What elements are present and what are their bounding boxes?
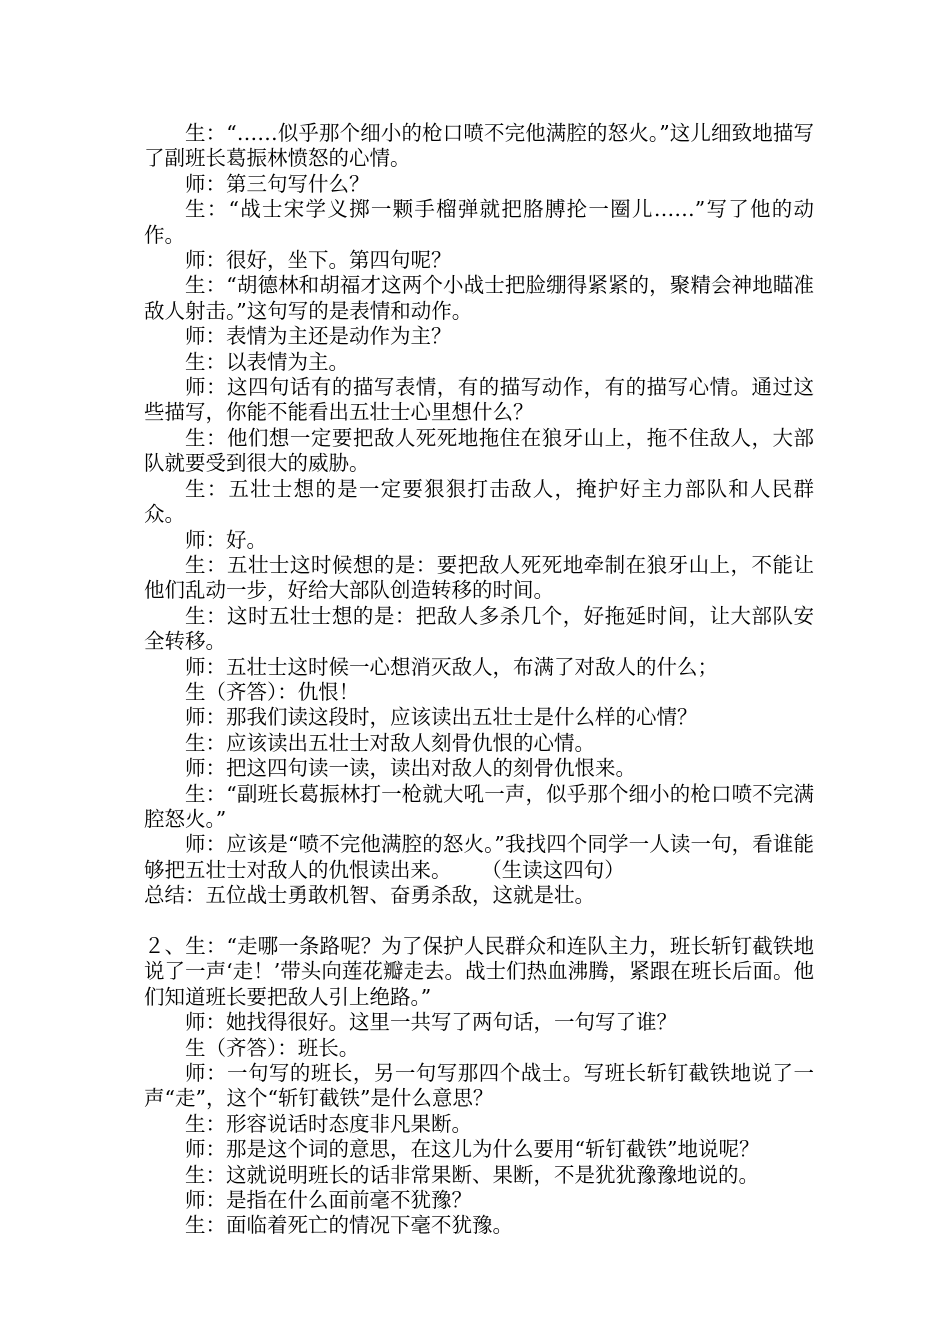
paragraph: 师：她找得很好。这里一共写了两句话，一句写了谁？ xyxy=(185,1010,677,1035)
reading-note: （生读这四句） xyxy=(491,857,625,882)
summary: 总结：五位战士勇敢机智、奋勇杀敌，这就是壮。 xyxy=(144,883,595,908)
paragraph: 师：这四句话有的描写表情，有的描写动作，有的描写心情。通过这些描写，你能不能看出五壮士心里想什么？ xyxy=(144,375,814,425)
paragraph-with-note xyxy=(144,832,814,883)
paragraph: 生：应该读出五壮士对敌人刻骨仇恨的心情。 xyxy=(185,730,595,755)
paragraph: 生：这就说明班长的话非常果断、果断，不是犹犹豫豫地说的。 xyxy=(185,1162,759,1187)
paragraph: 师：很好，坐下。第四句呢？ xyxy=(185,248,452,273)
paragraph: 生：“胡德林和胡福才这两个小战士把脸绷得紧紧的，聚精会神地瞄准敌人射击。”这句写的是表情和动作。 xyxy=(144,273,814,323)
paragraph: 生：这时五壮士想的是：把敌人多杀几个，好拖延时间，让大部队安全转移。 xyxy=(144,603,814,654)
paragraph: 生：五壮士这时候想的是：要把敌人死死地牵制在狼牙山上，不能让他们乱动一步，好给大部队创造转移的时间。 xyxy=(144,552,814,603)
paragraph: 师：那我们读这段时，应该读出五壮士是什么样的心情？ xyxy=(185,705,698,730)
paragraph: 生：他们想一定要把敌人死死地拖住在狼牙山上，拖不住敌人，大部队就要受到很大的威胁。 xyxy=(144,425,814,476)
paragraph: 生：面临着死亡的情况下毫不犹豫。 xyxy=(185,1213,513,1238)
paragraph: 师：表情为主还是动作为主？ xyxy=(185,324,452,349)
paragraph: 生：“战士宋学义掷一颗手榴弹就把胳膊抡一圈儿……”写了他的动作。 xyxy=(144,197,814,247)
paragraph: 生：以表情为主。 xyxy=(185,349,349,374)
paragraph: 生：形容说话时态度非凡果断。 xyxy=(185,1111,472,1136)
paragraph: 生：“副班长葛振林打一枪就大吼一声，似乎那个细小的枪口喷不完满腔怒火。” xyxy=(144,781,814,831)
document-page xyxy=(144,121,814,1239)
paragraph: 生（齐答）：班长。 xyxy=(185,1035,360,1060)
paragraph: 师：一句写的班长，另一句写那四个战士。写班长斩钉截铁地说了一声“走”，这个“斩钉截铁”是什么意思？ xyxy=(144,1061,814,1111)
paragraph: 师：五壮士这时候一心想消灭敌人，布满了对敌人的什么； xyxy=(185,654,718,679)
paragraph: 生（齐答）：仇恨！ xyxy=(185,679,360,704)
paragraph: 师：把这四句读一读，读出对敌人的刻骨仇恨来。 xyxy=(185,756,636,781)
paragraph: 师：应该是“喷不完他满腔的怒火。”我找四个同学一人读一句，看谁能够把五壮士对敌人的仇恨读出来。 xyxy=(144,832,814,882)
paragraph: 师：那是这个词的意思，在这儿为什么要用“斩钉截铁”地说呢？ xyxy=(185,1137,760,1162)
paragraph: 师：是指在什么面前毫不犹豫？ xyxy=(185,1188,472,1213)
paragraph: 师：好。 xyxy=(185,527,267,552)
section-2-intro: ２、生：“走哪一条路呢？为了保护人民群众和连队主力，班长斩钉截铁地说了一声‘走！’带头向莲花瓣走去。战士们热血沸腾，紧跟在班长后面。他们知道班长要把敌人引上绝路。” xyxy=(144,933,814,1009)
paragraph: 生：五壮士想的是一定要狠狠打击敌人，掩护好主力部队和人民群众。 xyxy=(144,476,814,527)
paragraph: 生：“……似乎那个细小的枪口喷不完他满腔的怒火。”这儿细致地描写了副班长葛振林愤怒的心情。 xyxy=(144,121,814,171)
paragraph: 师：第三句写什么？ xyxy=(185,171,370,196)
section-divider xyxy=(144,909,814,934)
